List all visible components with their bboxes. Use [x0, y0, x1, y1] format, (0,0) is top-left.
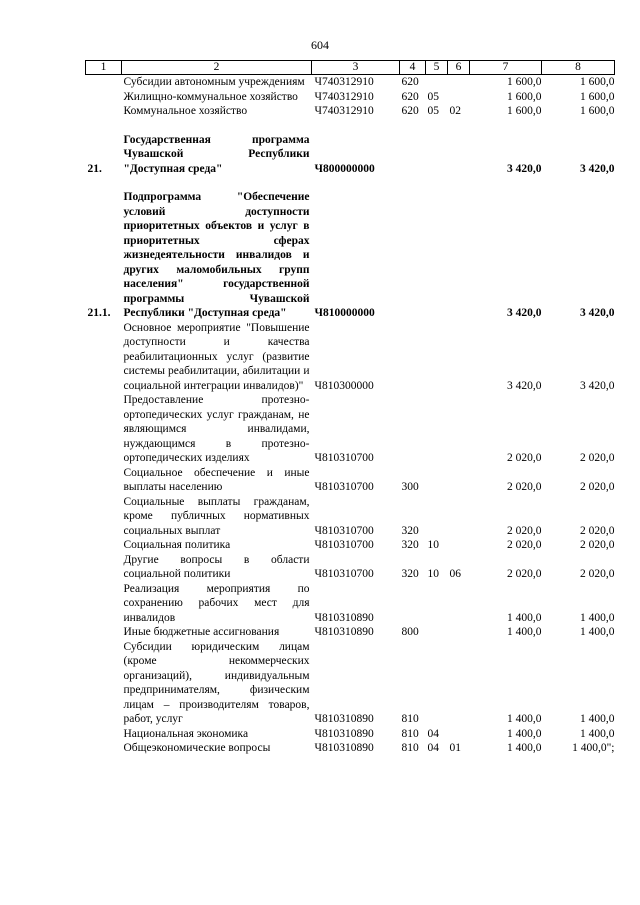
spacer-row: [86, 176, 615, 190]
cell-vr: 300: [401, 481, 419, 493]
cell-rz: [426, 640, 448, 727]
cell-code: Ч740312910: [314, 105, 374, 117]
cell-a: 1 600,0: [507, 105, 542, 117]
cell-pr: [448, 495, 470, 539]
cell-b: 2 020,0: [580, 539, 615, 551]
col-header: 1: [86, 61, 122, 75]
cell-a: 2 020,0: [507, 568, 542, 580]
cell-b: 2 020,0: [580, 568, 615, 580]
cell-num: [86, 582, 122, 626]
cell-pr: [448, 466, 470, 495]
cell-a: 3 420,0: [507, 379, 542, 392]
cell-name: Коммунальное хозяйство: [123, 105, 248, 117]
table-row: [86, 582, 615, 626]
col-header: 7: [470, 61, 542, 75]
cell-rz: 05: [427, 105, 439, 117]
cell-rz: 10: [427, 539, 439, 551]
col-header: 6: [448, 61, 470, 75]
cell-name: Субсидии автономным учреждениям: [123, 76, 305, 88]
table-row: [86, 741, 615, 756]
cell-pr: [448, 393, 470, 466]
cell-pr: [448, 640, 470, 727]
cell-pr: [448, 75, 470, 90]
cell-num: [86, 104, 122, 119]
cell-pr: [448, 625, 470, 640]
table-row: [86, 466, 615, 495]
cell-num: 21.1.: [87, 307, 111, 319]
cell-vr: 620: [401, 105, 419, 117]
cell-pr: [448, 727, 470, 742]
cell-pr: [448, 90, 470, 105]
table-row: [86, 625, 615, 640]
cell-pr: 06: [449, 568, 461, 580]
cell-rz: [426, 321, 448, 394]
cell-rz: 04: [427, 742, 439, 754]
table-row: [86, 640, 615, 727]
table-row: [86, 727, 615, 742]
cell-pr: [448, 582, 470, 626]
cell-a: 1 400,0: [507, 611, 542, 624]
cell-num: [86, 466, 122, 495]
cell-a: 1 600,0: [507, 76, 542, 88]
cell-code: Ч810310890: [314, 713, 374, 725]
cell-name: Иные бюджетные ассигнования: [123, 626, 280, 638]
cell-name: Общеэкономические вопросы: [123, 742, 271, 754]
cell-vr: [400, 582, 426, 626]
table-row: [86, 104, 615, 119]
cell-a: 2 020,0: [507, 539, 542, 551]
spacer-row: [86, 119, 615, 133]
cell-name: Предоставление протезно-ортопедических услуг гражданам, не являющимся инвалидами, нуждающимся в протезно-ортопедических изделиях: [123, 394, 310, 464]
table-row: [86, 538, 615, 553]
cell-rz: [426, 190, 448, 321]
cell-vr: 620: [401, 90, 419, 103]
cell-b: 1 400,0: [580, 713, 615, 725]
cell-code: Ч810310890: [314, 727, 374, 740]
cell-pr: [448, 538, 470, 553]
cell-code: Ч810300000: [314, 379, 374, 392]
cell-code: Ч810310890: [314, 611, 374, 624]
cell-name: Субсидии юридическим лицам (кроме некоммерческих организаций), индивидуальным предпринимателям, физическим лицам – производителям товаров, работ, услуг: [123, 640, 310, 725]
cell-a: 3 420,0: [507, 162, 542, 175]
cell-b: 2 020,0: [580, 524, 615, 537]
cell-b: 1 600,0: [580, 105, 615, 117]
cell-rz: 10: [427, 568, 439, 580]
cell-a: 1 600,0: [507, 90, 542, 103]
cell-vr: [400, 133, 426, 177]
col-header: 8: [542, 61, 615, 75]
table-body: [86, 75, 615, 756]
cell-a: 3 420,0: [507, 307, 542, 319]
cell-pr: 01: [449, 742, 461, 754]
cell-vr: 620: [401, 76, 419, 88]
cell-code: Ч810310700: [314, 481, 374, 493]
cell-b: 1 400,0: [580, 626, 615, 638]
cell-code: Ч810310700: [314, 568, 374, 580]
cell-rz: [426, 466, 448, 495]
cell-rz: 04: [427, 727, 439, 740]
cell-b: 1 600,0: [580, 76, 615, 88]
cell-rz: [426, 133, 448, 177]
cell-b: 3 420,0: [580, 379, 615, 392]
cell-a: 1 400,0: [507, 727, 542, 740]
cell-code: Ч810310700: [314, 539, 374, 551]
cell-code: Ч810310700: [314, 524, 374, 537]
col-header: 4: [400, 61, 426, 75]
cell-pr: [448, 190, 470, 321]
cell-name: Социальная политика: [123, 539, 231, 551]
cell-b: 1 600,0: [580, 90, 615, 103]
table-row: [86, 90, 615, 105]
cell-num: [86, 640, 122, 727]
cell-b: 1 400,0";: [572, 742, 615, 754]
cell-rz: [426, 495, 448, 539]
cell-vr: 320: [401, 539, 419, 551]
budget-table: [85, 60, 615, 756]
cell-num: 21.: [87, 162, 102, 175]
cell-rz: [426, 625, 448, 640]
cell-vr: 320: [401, 568, 419, 580]
cell-name: Национальная экономика: [123, 727, 249, 740]
cell-vr: [400, 393, 426, 466]
cell-rz: [426, 75, 448, 90]
cell-a: 2 020,0: [507, 452, 542, 464]
cell-b: 2 020,0: [580, 452, 615, 464]
cell-vr: [400, 321, 426, 394]
cell-num: [86, 553, 122, 582]
cell-name: Социальное обеспечение и иные выплаты населению: [123, 466, 310, 493]
cell-num: [86, 393, 122, 466]
cell-b: 1 400,0: [580, 727, 615, 740]
cell-vr: 320: [401, 524, 419, 537]
cell-code: Ч800000000: [314, 162, 375, 175]
cell-num: [86, 625, 122, 640]
cell-vr: 810: [401, 727, 419, 740]
cell-num: [86, 90, 122, 105]
table-row: [86, 321, 615, 394]
table-row: [86, 495, 615, 539]
cell-code: Ч740312910: [314, 76, 374, 88]
cell-num: [86, 75, 122, 90]
cell-pr: [448, 321, 470, 394]
cell-rz: [426, 393, 448, 466]
col-header: 5: [426, 61, 448, 75]
table-row: [86, 393, 615, 466]
cell-b: 1 400,0: [580, 611, 615, 624]
cell-code: Ч810310890: [314, 742, 374, 754]
table-row: [86, 133, 615, 177]
cell-vr: 800: [401, 626, 419, 638]
cell-name: Социальные выплаты гражданам, кроме публичных нормативных социальных выплат: [123, 495, 310, 537]
cell-name: Подпрограмма "Обеспечение условий доступности приоритетных объектов и услуг в приоритетных сферах жизнедеятельности инвалидов и других маломобильных групп населения" государственной программы Чувашской Республики "Доступная среда": [123, 191, 310, 319]
cell-rz: [426, 582, 448, 626]
cell-vr: 810: [401, 713, 419, 725]
cell-name: Другие вопросы в области социальной политики: [123, 553, 310, 580]
table-row: [86, 553, 615, 582]
cell-code: Ч810310890: [314, 626, 374, 638]
page-number: 604: [311, 38, 329, 52]
cell-vr: [400, 190, 426, 321]
cell-a: 2 020,0: [507, 524, 542, 537]
cell-code: Ч810310700: [314, 452, 374, 464]
table-row: [86, 190, 615, 321]
cell-b: 3 420,0: [580, 307, 615, 319]
cell-rz: 05: [427, 90, 439, 103]
cell-name: Государственная программа Чувашской Республики "Доступная среда": [123, 133, 310, 175]
cell-code: Ч740312910: [314, 90, 374, 103]
cell-num: [86, 538, 122, 553]
table-row: [86, 75, 615, 90]
cell-b: 3 420,0: [580, 162, 615, 175]
cell-a: 1 400,0: [507, 626, 542, 638]
cell-pr: [448, 133, 470, 177]
cell-num: [86, 727, 122, 742]
header-row: [86, 61, 615, 75]
col-header: 2: [122, 61, 312, 75]
cell-b: 2 020,0: [580, 481, 615, 493]
cell-num: [86, 495, 122, 539]
cell-code: Ч810000000: [314, 307, 375, 319]
cell-name: Реализация мероприятия по сохранению рабочих мест для инвалидов: [123, 582, 310, 624]
cell-num: [86, 321, 122, 394]
cell-a: 1 400,0: [507, 742, 542, 754]
cell-vr: 810: [401, 742, 419, 754]
cell-pr: 02: [449, 105, 461, 117]
cell-a: 2 020,0: [507, 481, 542, 493]
cell-num: [86, 741, 122, 756]
cell-name: Основное мероприятие "Повышение доступности и качества реабилитационных услуг (развитие системы реабилитации, абилитации и социальной интеграции инвалидов)": [123, 321, 310, 392]
cell-a: 1 400,0: [507, 713, 542, 725]
col-header: 3: [312, 61, 400, 75]
cell-name: Жилищно-коммунальное хозяйство: [123, 90, 298, 103]
